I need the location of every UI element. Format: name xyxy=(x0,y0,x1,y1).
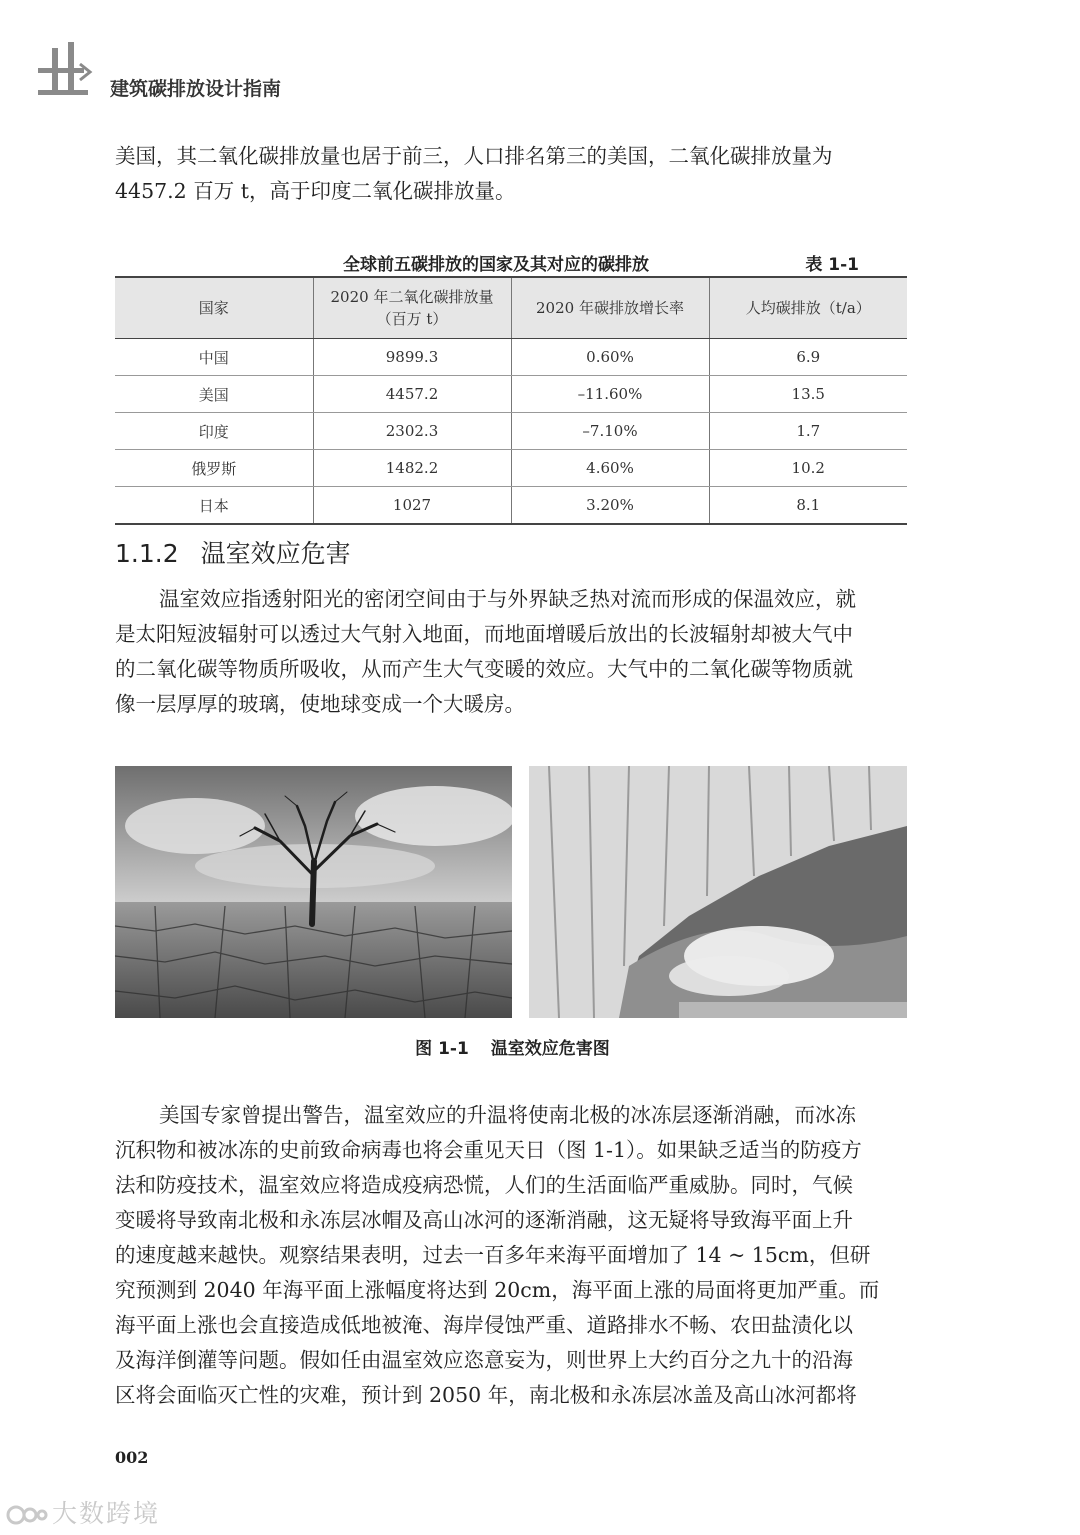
text-line: 是太阳短波辐射可以透过大气射入地面，而地面增暖后放出的长波辐射却被大气中 xyxy=(115,622,853,646)
text-line: 的速度越来越快。观察结果表明，过去一百多年来海平面增加了 14 ~ 15cm，但研 xyxy=(115,1243,871,1267)
chapter-logo-icon xyxy=(38,42,102,98)
header-country: 国家 xyxy=(115,277,313,339)
text-line: 变暖将导致南北极和永冻层冰帽及高山冰河的逐渐消融，这无疑将导致海平面上升 xyxy=(115,1208,853,1232)
cell-growth: –11.60% xyxy=(511,376,709,413)
cell-country: 日本 xyxy=(115,487,313,525)
figure-image-drought xyxy=(115,766,512,1018)
cell-per-capita: 13.5 xyxy=(709,376,907,413)
cell-growth: 3.20% xyxy=(511,487,709,525)
text-line: 究预测到 2040 年海平面上涨幅度将达到 20cm，海平面上涨的局面将更加严重。而 xyxy=(115,1278,880,1302)
table-row xyxy=(115,413,907,450)
cell-growth: 4.60% xyxy=(511,450,709,487)
drought-tree-image xyxy=(115,766,512,1018)
table-row xyxy=(115,450,907,487)
cell-per-capita: 1.7 xyxy=(709,413,907,450)
cell-emission: 9899.3 xyxy=(313,339,511,376)
text-line: 法和防疫技术，温室效应将造成疫病恐慌，人们的生活面临严重威胁。同时，气候 xyxy=(115,1173,853,1197)
book-title: 建筑碳排放设计指南 xyxy=(110,78,282,100)
cell-growth: –7.10% xyxy=(511,413,709,450)
glacier-calving-image xyxy=(529,766,907,1018)
figure-image-glacier xyxy=(529,766,907,1018)
cell-per-capita: 8.1 xyxy=(709,487,907,525)
text-line: 美国，其二氧化碳排放量也居于前三，人口排名第三的美国，二氧化碳排放量为 xyxy=(115,144,833,168)
cell-growth: 0.60% xyxy=(511,339,709,376)
header-growth: 2020 年碳排放增长率 xyxy=(511,277,709,339)
text-line: 温室效应指透射阳光的密闭空间由于与外界缺乏热对流而形成的保温效应，就 xyxy=(159,587,856,611)
cell-per-capita: 6.9 xyxy=(709,339,907,376)
table-number: 表 1-1 xyxy=(805,255,859,275)
cell-emission: 1027 xyxy=(313,487,511,525)
table-header-row xyxy=(115,277,907,339)
table-row xyxy=(115,339,907,376)
header-emission xyxy=(313,277,511,339)
watermark xyxy=(6,1494,160,1530)
text-line: 区将会面临灭亡性的灾难，预计到 2050 年，南北极和永冻层冰盖及高山冰河都将 xyxy=(115,1383,857,1407)
text-line: 及海洋倒灌等问题。假如任由温室效应恣意妄为，则世界上大约百分之九十的沿海 xyxy=(115,1348,853,1372)
cell-country: 中国 xyxy=(115,339,313,376)
table-row xyxy=(115,376,907,413)
cell-country: 美国 xyxy=(115,376,313,413)
text-line: 4457.2 百万 t，高于印度二氧化碳排放量。 xyxy=(115,179,516,203)
watermark-logo-icon xyxy=(6,1501,48,1529)
cell-emission: 2302.3 xyxy=(313,413,511,450)
figure-title: 温室效应危害图 xyxy=(490,1039,610,1059)
emissions-table xyxy=(115,276,907,525)
table-row xyxy=(115,487,907,525)
text-line: 美国专家曾提出警告，温室效应的升温将使南北极的冰冻层逐渐消融，而冰冻 xyxy=(159,1103,856,1127)
paragraph-greenhouse-effects xyxy=(115,1098,910,1413)
paragraph-greenhouse-definition xyxy=(115,582,910,722)
cell-country: 俄罗斯 xyxy=(115,450,313,487)
cell-per-capita: 10.2 xyxy=(709,450,907,487)
watermark-text: 大数跨境 xyxy=(52,1499,161,1528)
cell-country: 印度 xyxy=(115,413,313,450)
text-line: 像一层厚厚的玻璃，使地球变成一个大暖房。 xyxy=(115,692,525,716)
intro-paragraph xyxy=(115,139,910,209)
table-caption xyxy=(115,248,907,276)
page-number: 002 xyxy=(115,1448,149,1467)
section-number: 1.1.2 xyxy=(115,539,179,568)
figure-caption xyxy=(0,1034,1025,1059)
header-emission-line1: 2020 年二氧化碳排放量 xyxy=(330,288,494,306)
section-title: 温室效应危害 xyxy=(200,539,351,568)
header-emission-line2: （百万 t） xyxy=(376,310,448,328)
cell-emission: 4457.2 xyxy=(313,376,511,413)
header-per-capita: 人均碳排放（t/a） xyxy=(709,277,907,339)
figure-number: 图 1-1 xyxy=(415,1039,469,1059)
cell-emission: 1482.2 xyxy=(313,450,511,487)
text-line: 沉积物和被冰冻的史前致命病毒也将会重见天日（图 1-1）。如果缺乏适当的防疫方 xyxy=(115,1138,862,1162)
section-heading xyxy=(115,534,351,570)
text-line: 海平面上涨也会直接造成低地被淹、海岸侵蚀严重、道路排水不畅、农田盐渍化以 xyxy=(115,1313,853,1337)
table-title: 全球前五碳排放的国家及其对应的碳排放 xyxy=(343,255,649,275)
text-line: 的二氧化碳等物质所吸收，从而产生大气变暖的效应。大气中的二氧化碳等物质就 xyxy=(115,657,853,681)
